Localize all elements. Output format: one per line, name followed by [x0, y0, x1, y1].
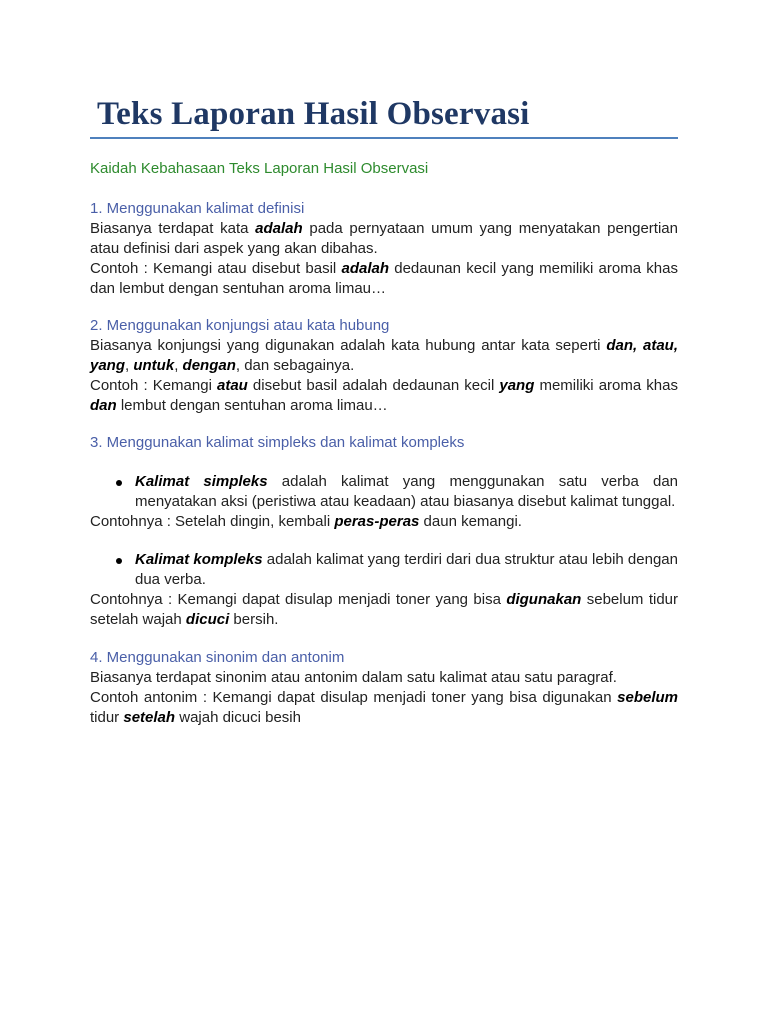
bullet-dot-icon [116, 480, 122, 486]
section-heading-1: 1. Menggunakan kalimat definisi [90, 200, 305, 217]
text-run: disebut basil adalah dedaunan kecil [247, 377, 500, 394]
text-run: wajah dicuci besih [175, 709, 301, 726]
section-2-paragraph-1 [90, 336, 678, 376]
text-run: , [125, 357, 134, 374]
emphasis-term: dengan [182, 357, 236, 374]
emphasis-term: setelah [123, 709, 176, 726]
emphasis-term: untuk [133, 357, 175, 374]
emphasis-term: adalah [341, 260, 390, 277]
text-run: , [174, 357, 183, 374]
emphasis-term: dan, atau, yang [90, 337, 679, 374]
title-underline [90, 137, 678, 139]
emphasis-term: atau [217, 377, 248, 394]
text-run: adalah kalimat yang terdiri dari dua struktur atau lebih dengan dua verba. [135, 551, 678, 588]
text-run: daun kemangi. [419, 513, 522, 530]
text-run: Contoh : Kemangi atau disebut basil [90, 260, 342, 277]
text-run: dedaunan kecil yang memiliki aroma khas dan lembut dengan sentuhan aroma limau… [90, 260, 678, 297]
text-run: tidur [90, 709, 124, 726]
bullet-text [135, 550, 678, 590]
text-run: pada pernyataan umum yang menyatakan pengertian atau definisi dari aspek yang akan dibahas. [90, 220, 678, 257]
emphasis-term: sebelum [617, 689, 678, 706]
section-1-paragraph-1 [90, 219, 678, 259]
section-3-example-2 [90, 590, 678, 630]
emphasis-term: digunakan [506, 591, 582, 608]
text-run: Contoh antonim : Kemangi dapat disulap menjadi toner yang bisa digunakan [90, 689, 618, 706]
text-run: lembut dengan sentuhan aroma limau… [116, 397, 388, 414]
text-run: Biasanya terdapat kata [90, 220, 256, 237]
emphasis-term: peras-peras [334, 513, 420, 530]
section-4-paragraph-2 [90, 688, 678, 728]
emphasis-term: Kalimat simpleks [135, 473, 268, 490]
section-4-paragraph-1 [90, 668, 678, 688]
text-run: memiliki aroma khas [534, 377, 678, 394]
text-run: , dan sebagainya. [235, 357, 355, 374]
section-3-example-1 [90, 512, 678, 532]
emphasis-term: Kalimat kompleks [135, 551, 263, 568]
text-run: Contoh : Kemangi [90, 377, 217, 394]
bullet-item-simpleks [90, 472, 678, 512]
text-run: adalah kalimat yang menggunakan satu verba dan menyatakan aksi (peristiwa atau keadaan) atau biasanya disebut kalimat tunggal. [135, 473, 679, 510]
bullet-item-kompleks [90, 550, 678, 590]
text-run: Biasanya terdapat sinonim atau antonim dalam satu kalimat atau satu paragraf. [90, 669, 617, 686]
bullet-dot-icon [116, 558, 122, 564]
text-run: Contohnya : Setelah dingin, kembali [90, 513, 335, 530]
emphasis-term: dan [90, 397, 117, 414]
section-heading-2: 2. Menggunakan konjungsi atau kata hubung [90, 317, 390, 334]
text-run: bersih. [229, 611, 279, 628]
text-run: Biasanya konjungsi yang digunakan adalah kata hubung antar kata seperti [90, 337, 607, 354]
document-title: Teks Laporan Hasil Observasi [97, 96, 530, 132]
emphasis-term: dicuci [185, 611, 230, 628]
section-heading-4: 4. Menggunakan sinonim dan antonim [90, 649, 345, 666]
document-subtitle: Kaidah Kebahasaan Teks Laporan Hasil Observasi [90, 160, 429, 177]
section-1-paragraph-2 [90, 259, 678, 299]
text-run: sebelum tidur setelah wajah [90, 591, 678, 628]
section-2-paragraph-2 [90, 376, 678, 416]
emphasis-term: yang [499, 377, 535, 394]
bullet-text [135, 472, 678, 512]
section-heading-3: 3. Menggunakan kalimat simpleks dan kalimat kompleks [90, 434, 465, 451]
text-run: Contohnya : Kemangi dapat disulap menjadi toner yang bisa [90, 591, 507, 608]
emphasis-term: adalah [255, 220, 303, 237]
